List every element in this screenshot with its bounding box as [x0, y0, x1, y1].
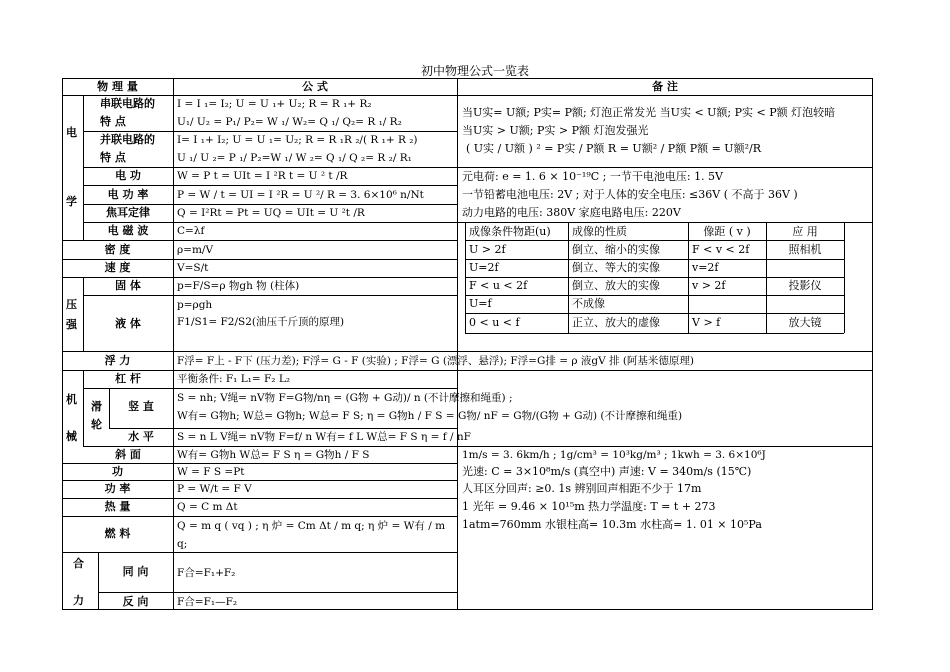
lens-cell: V > f: [692, 316, 721, 329]
lens-line: [465, 333, 844, 334]
formula-fuel: q;: [177, 538, 188, 550]
row-line: [62, 463, 457, 464]
quantity-power: 电 功 率: [107, 188, 149, 201]
lens-cell: F < v < 2f: [692, 243, 750, 256]
formula-liquid: F1/S1= F2/S2(油压千斤顶的原理): [177, 316, 345, 328]
row-line: [83, 222, 457, 223]
row-line: [62, 259, 457, 260]
group-label-pressure: 强: [66, 318, 77, 331]
col-divider-quantity: [173, 78, 174, 610]
formula-incline: W有= G物h W总= F S η = G物h / F S: [177, 449, 370, 461]
quantity-lever: 杠 杆: [115, 372, 141, 385]
formula-power: P = W / t = UI = I ²R = U ²/ R = 3. 6×10⁶ n/Nt: [177, 189, 424, 201]
group-label-electric: 电: [66, 126, 77, 139]
formula-heat: Q = C m Δt: [177, 501, 238, 513]
lens-col: [465, 222, 466, 333]
group-label-pulley: 滑: [91, 400, 102, 413]
row-line: [109, 428, 457, 429]
row-line: [98, 592, 457, 593]
header-quantity: 物 理 量: [97, 80, 138, 93]
note-electric: 动力电路的电压: 380V 家庭电路电压: 220V: [462, 206, 681, 219]
row-line: [83, 204, 457, 205]
formula-parallel: I= I ₁+ I₂; U = U ₁= U₂; R = R ₁R ₂/( R ₁+ R ₂): [177, 134, 418, 146]
group-label-pulley: 轮: [91, 418, 102, 431]
note-line: [457, 167, 873, 168]
quantity-density: 密 度: [104, 243, 131, 256]
quantity-power2: 功 率: [104, 482, 131, 495]
lens-cell: 倒立、放大的实像: [572, 279, 660, 292]
lens-line: [465, 295, 844, 296]
quantity-parallel: 特 点: [100, 151, 126, 164]
lens-cell: U=f: [469, 297, 492, 310]
quantity-series: 串联电路的: [100, 97, 155, 110]
lens-cell: 0 < u < f: [469, 316, 520, 329]
lens-cell: 不成像: [572, 297, 605, 310]
lens-cell: 倒立、等大的实像: [572, 261, 660, 274]
row-line: [62, 480, 457, 481]
group-label-electric: 学: [66, 195, 77, 208]
formula-speed: V=S/t: [177, 262, 209, 274]
row-line: [83, 295, 457, 296]
lens-cell: 投影仪: [788, 279, 822, 292]
formula-opposite: F合=F₁—F₂: [177, 596, 238, 608]
formula-vertical: S = nh; V绳= nV物 F=G物/nη = (G物 + G动)/ n (不计摩擦和绳重) ;: [177, 392, 513, 404]
formula-same: F合=F₁+F₂: [177, 567, 236, 579]
row-line: [62, 370, 873, 371]
col-divider-formula: [457, 78, 458, 610]
formula-work: W = P t = UIt = I ²R t = U ² t /R: [177, 170, 348, 182]
note-constants: 1atm=760mm 水银柱高= 10.3m 水柱高= 1. 01 × 10⁵Pa: [462, 518, 762, 531]
lens-col: [568, 222, 569, 333]
page-title: 初中物理公式一览表: [420, 64, 529, 78]
row-line: [83, 185, 457, 186]
note-constants: 1 光年 = 9.46 × 10¹⁵m 热力学温度: T = t + 273: [462, 500, 716, 513]
quantity-horizontal: 水 平: [128, 430, 154, 443]
lens-cell: 正立、放大的虚像: [572, 316, 660, 329]
quantity-same: 同 向: [122, 565, 149, 578]
row-line: [62, 552, 457, 553]
row-line: [62, 516, 457, 517]
header-formula: 公 式: [302, 80, 328, 93]
row-line: [62, 277, 457, 278]
header-note: 备 注: [652, 80, 678, 93]
quantity-wave: 电 磁 波: [107, 224, 149, 237]
lens-line: [465, 240, 844, 241]
lens-header: 成像条件物距(u): [469, 225, 551, 238]
quantity-opposite: 反 向: [122, 595, 149, 608]
note-electric: 一节铅蓄电池电压: 2V ; 对于人体的安全电压: ≤36V ( 不高于 36V ): [462, 188, 798, 201]
quantity-fuel: 燃 料: [104, 527, 131, 540]
lens-cell: F < u < 2f: [469, 279, 528, 292]
quantity-joule: 焦耳定律: [106, 206, 150, 219]
lens-cell: U > 2f: [469, 243, 506, 256]
lens-cell: 放大镜: [788, 316, 822, 329]
lens-cell: v=2f: [692, 261, 719, 274]
note-lamp: 当U实= U额; P实= P额; 灯泡正常发光 当U实 < U额; P实 < P额 灯泡较暗: [462, 106, 836, 119]
lens-header: 成像的性质: [572, 225, 627, 238]
formula-solid: p=F/S=ρ 物gh 物 (柱体): [177, 280, 300, 292]
row-line: [62, 351, 873, 352]
formula-series: U₁/ U₂ = P₁/ P₂= W ₁/ W₂= Q ₁/ Q₂= R ₁/ R₂: [177, 116, 402, 128]
lens-header: 应 用: [792, 225, 818, 238]
note-line: [457, 222, 873, 223]
group-label-resultant: 合: [73, 557, 84, 570]
row-line: [62, 240, 457, 241]
formula-liquid: p=ρgh: [177, 299, 213, 311]
lens-col: [844, 222, 845, 333]
quantity-heat: 热 量: [104, 500, 131, 513]
lens-line: [465, 277, 844, 278]
formula-horizontal: S = n L V绳= nV物 F=f/ n W有= f L W总= F S η = f / nF: [177, 431, 471, 443]
lens-cell: 照相机: [788, 243, 822, 256]
lens-cell: v > 2f: [692, 279, 726, 292]
row-line: [83, 446, 873, 447]
formula-parallel: U ₁/ U ₂= P ₁/ P₂=W ₁/ W ₂= Q ₁/ Q ₂= R ₂/ R₁: [177, 152, 412, 164]
row-line: [62, 498, 457, 499]
header-line: [62, 95, 873, 96]
note-lamp: ( U实 / U额 ) ² = P实 / P额 R = U额² / P额 P额 = U额²/R: [466, 142, 761, 155]
formula-series: I = I ₁= I₂; U = U ₁+ U₂; R = R ₁+ R₂: [177, 98, 372, 110]
lens-cell: U=2f: [469, 261, 499, 274]
quantity-liquid: 液 体: [115, 317, 141, 330]
note-constants: 人耳区分回声: ≥0. 1s 辨别回声相距不少于 17m: [462, 482, 702, 495]
lens-header: 像距 ( v ): [703, 225, 751, 238]
lens-line: [465, 259, 844, 260]
formula-work2: W = F S =Pt: [177, 466, 245, 478]
note-electric: 元电荷: e = 1. 6 × 10⁻¹⁹C ; 一节干电池电压: 1. 5V: [462, 170, 723, 183]
note-constants: 1m/s = 3. 6km/h ; 1g/cm³ = 10³kg/m³ ; 1kwh = 3. 6×10⁶J: [462, 449, 766, 461]
row-line: [83, 388, 457, 389]
formula-wave: C=λf: [177, 225, 205, 237]
group-label-machine: 械: [66, 430, 77, 443]
quantity-work: 电 功: [115, 169, 141, 182]
formula-joule: Q = I²Rt = Pt = UQ = UIt = U ²t /R: [177, 207, 365, 219]
formula-lever: 平衡条件: F₁ L₁= F₂ L₂: [177, 373, 291, 385]
quantity-work2: 功: [112, 465, 123, 478]
group-label-machine: 机: [66, 393, 77, 406]
group-label-resultant: 力: [73, 594, 84, 607]
note-constants: 光速: C = 3×10⁸m/s (真空中) 声速: V = 340m/s (15℃): [462, 465, 752, 478]
quantity-incline: 斜 面: [115, 448, 141, 461]
formula-power2: P = W/t = F V: [177, 483, 252, 495]
quantity-vertical: 竖 直: [128, 400, 154, 413]
formula-density: ρ=m/V: [177, 244, 214, 256]
quantity-series: 特 点: [100, 115, 126, 128]
group-label-pressure: 压: [66, 298, 77, 311]
lens-cell: 倒立、缩小的实像: [572, 243, 660, 256]
row-line: [83, 167, 457, 168]
formula-buoy: F浮= F上 - F下 (压力差); F浮= G - F (实验) ; F浮= G (漂浮、悬浮); F浮=G排 = ρ 液gV 排 (阿基米德原理): [177, 355, 695, 367]
quantity-buoy: 浮 力: [104, 354, 131, 367]
row-line: [83, 131, 457, 132]
quantity-speed: 速 度: [104, 261, 131, 274]
quantity-parallel: 并联电路的: [100, 133, 155, 146]
note-lamp: 当U实 > U额; P实 > P额 灯泡发强光: [462, 124, 649, 137]
formula-vertical: W有= G物h; W总= G物h; W总= F S; η = G物h / F S = G物/ nF = G物/(G物 + G动) (不计摩擦和绳重): [177, 410, 683, 422]
formula-fuel: Q = m q ( vq ) ; η 炉 = Cm Δt / m q; η 炉 = W有 / m: [177, 520, 446, 532]
quantity-solid: 固 体: [115, 279, 141, 292]
lens-line: [465, 313, 844, 314]
